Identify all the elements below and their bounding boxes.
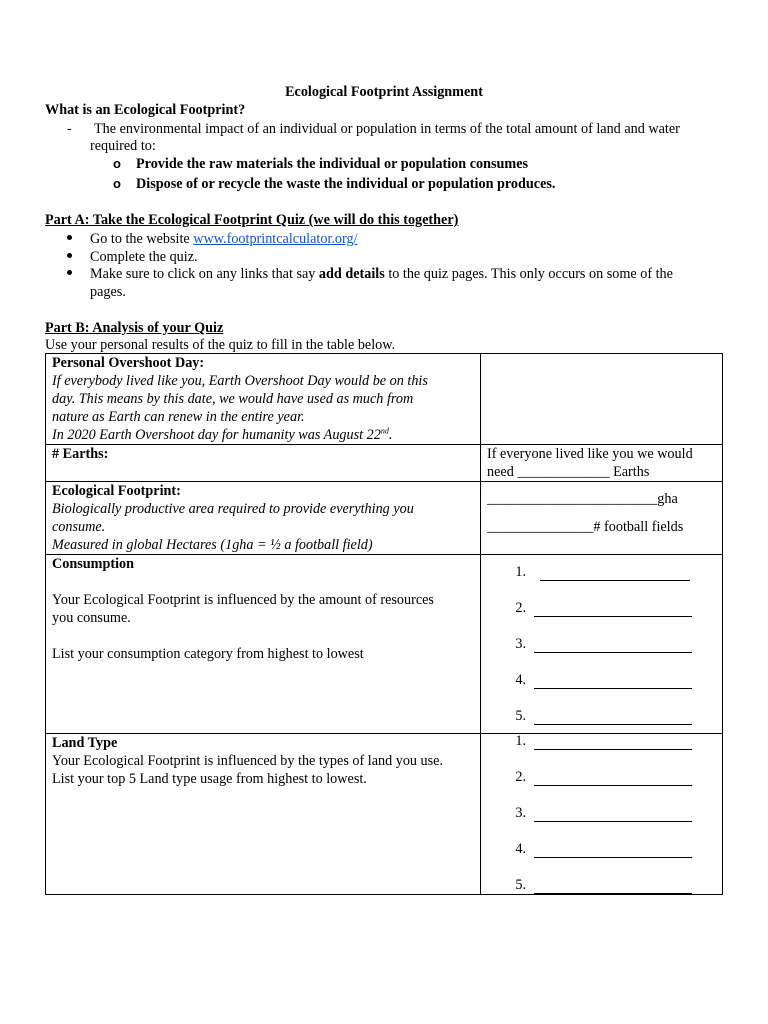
overshoot-answer-cell[interactable] — [481, 354, 723, 445]
part-b-instructions: Use your personal results of the quiz to fill in the table below. — [45, 337, 396, 353]
analysis-table — [45, 353, 723, 895]
table-row-earths — [46, 445, 723, 482]
blank-line — [534, 807, 692, 822]
blank-line — [534, 674, 692, 689]
part-b-heading: Part B: Analysis of your Quiz — [45, 320, 224, 336]
circle-bullet-icon: o — [113, 176, 121, 191]
blank-line — [534, 602, 692, 617]
dash-bullet: - — [67, 121, 72, 137]
overshoot-label-cell: Personal Overshoot Day: If everybody lived like you, Earth Overshoot Day would be on this day. This means by this date, we would have used as much from nature as Earth can renew in the entire year. In 2020 Earth Overshoot day for humanity was August 22nd. — [46, 354, 481, 445]
earths-label-cell: # Earths: — [46, 445, 481, 482]
land-type-answer-cell[interactable] — [481, 734, 723, 895]
list-item[interactable]: 1. — [487, 734, 716, 750]
list-item[interactable]: 5. — [487, 858, 716, 894]
list-item[interactable]: 4. — [487, 653, 716, 689]
footprint-label-cell: Ecological Footprint: Biologically productive area required to provide everything you consume. Measured in global Hectares (1gha = ½ a football field) — [46, 482, 481, 555]
blank-line — [534, 843, 692, 858]
footprint-answer-cell[interactable]: ________________________gha _______________# football fields — [481, 482, 723, 555]
intro-heading: What is an Ecological Footprint? — [45, 102, 246, 118]
sub-bullet-1: Provide the raw materials the individual or population consumes — [136, 156, 529, 172]
part-a-bullet-1: Go to the website www.footprintcalculator.org/ — [90, 231, 358, 247]
part-a-bullet-3: Make sure to click on any links that say add details to the quiz pages. This only occurs on some of the — [90, 266, 673, 282]
blank-line — [534, 638, 692, 653]
land-type-label-cell: Land Type Your Ecological Footprint is influenced by the types of land you use. List your top 5 Land type usage from highest to lowest. — [46, 734, 481, 895]
definition-line2: required to: — [90, 138, 156, 154]
table-row-footprint — [46, 482, 723, 555]
list-item[interactable]: 3. — [487, 617, 716, 653]
table-row-consumption — [46, 555, 723, 734]
bullet-dot-icon — [67, 270, 72, 275]
list-item[interactable]: 4. — [487, 822, 716, 858]
earths-answer-cell[interactable]: If everyone lived like you we would need _____________ Earths — [481, 445, 723, 482]
blank-line — [540, 566, 690, 581]
blank-line — [534, 879, 692, 894]
consumption-answer-cell[interactable] — [481, 555, 723, 734]
circle-bullet-icon: o — [113, 156, 121, 171]
part-a-bullet-2: Complete the quiz. — [90, 249, 198, 265]
list-item[interactable]: 5. — [487, 689, 716, 725]
blank-line — [534, 771, 692, 786]
part-a-bullet-3-line2: pages. — [90, 284, 126, 300]
blank-line — [534, 735, 692, 750]
part-a-heading: Part A: Take the Ecological Footprint Quiz (we will do this together) — [45, 212, 459, 228]
footprint-calculator-link[interactable]: www.footprintcalculator.org/ — [193, 231, 358, 247]
list-item[interactable]: 3. — [487, 786, 716, 822]
definition-line1: The environmental impact of an individual or population in terms of the total amount of land and water — [94, 121, 680, 137]
table-row-land-type — [46, 734, 723, 895]
list-item[interactable]: 1. — [487, 563, 716, 581]
list-item[interactable]: 2. — [487, 581, 716, 617]
consumption-label-cell: Consumption Your Ecological Footprint is influenced by the amount of resources you consume. List your consumption category from highest to lowest — [46, 555, 481, 734]
document-title: Ecological Footprint Assignment — [285, 84, 483, 100]
sub-bullet-2: Dispose of or recycle the waste the individual or population produces. — [136, 176, 556, 192]
bullet-dot-icon — [67, 235, 72, 240]
list-item[interactable]: 2. — [487, 750, 716, 786]
bullet-dot-icon — [67, 253, 72, 258]
blank-line — [534, 710, 692, 725]
table-row-overshoot — [46, 354, 723, 445]
